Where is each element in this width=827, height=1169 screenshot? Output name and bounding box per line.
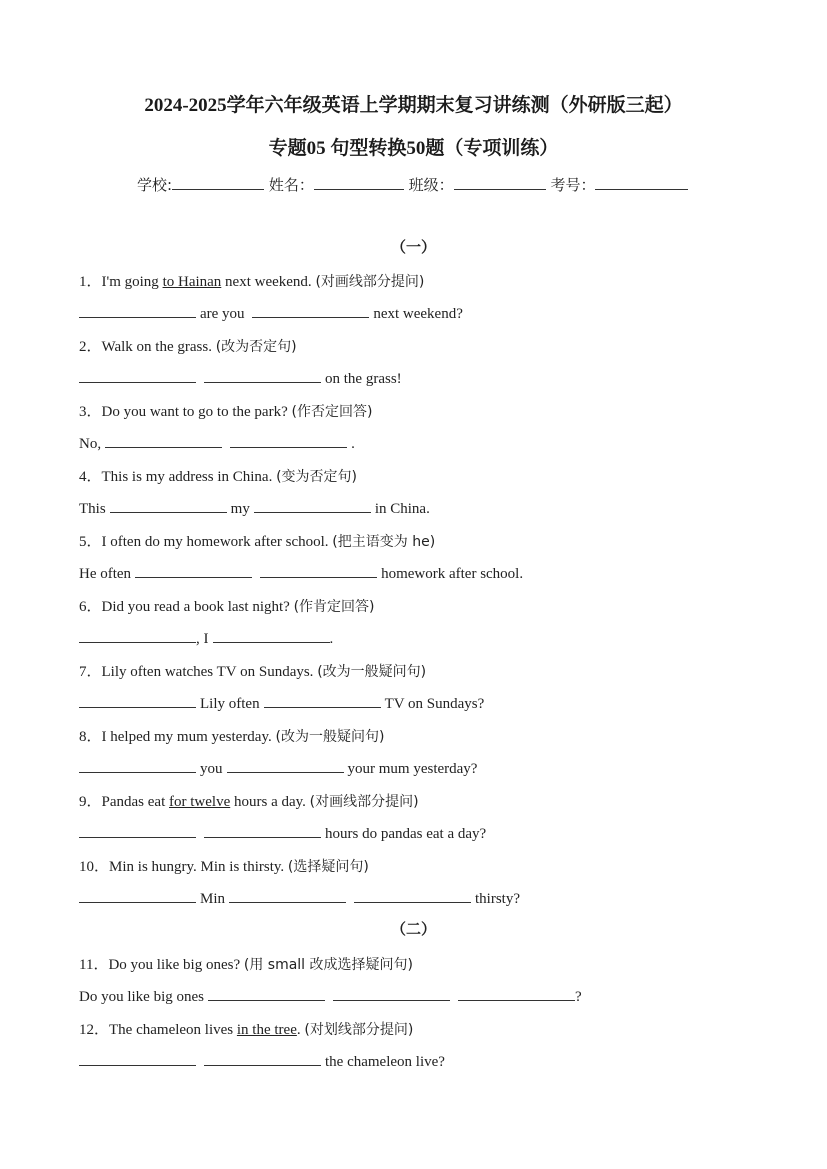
answer-blank[interactable] — [208, 986, 325, 1001]
section-heading-2: （二） — [390, 920, 436, 938]
answer-blank[interactable] — [227, 758, 344, 773]
underlined-phrase: for twelve — [169, 794, 231, 810]
answer-blank[interactable] — [264, 693, 381, 708]
answer-blank[interactable] — [458, 986, 575, 1001]
answer-12: the chameleon live? — [79, 1051, 445, 1071]
answer-blank[interactable] — [79, 368, 196, 383]
question-2: 2．Walk on the grass. (改为否定句) — [79, 339, 297, 355]
answer-blank[interactable] — [79, 303, 196, 318]
class-field[interactable] — [454, 175, 546, 190]
answer-1: are you next weekend? — [79, 303, 463, 323]
answer-blank[interactable] — [254, 498, 371, 513]
question-11: 11．Do you like big ones? (用 small 改成选择疑问句) — [79, 957, 413, 973]
answer-blank[interactable] — [204, 1051, 321, 1066]
underlined-phrase: to Hainan — [162, 274, 222, 290]
answer-blank[interactable] — [79, 823, 196, 838]
answer-blank[interactable] — [354, 888, 471, 903]
answer-blank[interactable] — [229, 888, 346, 903]
answer-blank[interactable] — [79, 758, 196, 773]
student-info-row — [137, 174, 688, 195]
name-label: 姓名： — [268, 176, 314, 194]
answer-blank[interactable] — [79, 628, 196, 643]
answer-blank[interactable] — [79, 888, 196, 903]
id-label: 考号： — [550, 176, 596, 194]
question-1: 1．I'm going to Hainan next weekend. (对画线部分提问) — [79, 274, 425, 290]
answer-4: This my in China. — [79, 498, 430, 518]
school-label: 学校: — [137, 176, 173, 194]
question-7: 7．Lily often watches TV on Sundays. (改为一般疑问句) — [79, 664, 427, 680]
question-6: 6．Did you read a book last night? (作肯定回答) — [79, 599, 375, 615]
question-9: 9．Pandas eat for twelve hours a day. (对画线部分提问) — [79, 794, 419, 810]
id-field[interactable] — [595, 175, 688, 190]
answer-blank[interactable] — [204, 368, 321, 383]
answer-blank[interactable] — [79, 693, 196, 708]
question-3: 3．Do you want to go to the park? (作否定回答) — [79, 404, 373, 420]
school-field[interactable] — [172, 175, 264, 190]
answer-blank[interactable] — [213, 628, 330, 643]
page-subtitle: 专题05 句型转换50题（专项训练） — [268, 138, 559, 159]
question-4: 4．This is my address in China. (变为否定句) — [79, 469, 358, 485]
question-5: 5．I often do my homework after school. (把主语变为 he) — [79, 534, 436, 550]
answer-10: Min thirsty? — [79, 888, 520, 908]
answer-11: Do you like big ones ? — [79, 986, 582, 1006]
answer-8: you your mum yesterday? — [79, 758, 477, 778]
answer-blank[interactable] — [333, 986, 450, 1001]
answer-blank[interactable] — [260, 563, 377, 578]
answer-3: No, . — [79, 433, 355, 453]
name-field[interactable] — [314, 175, 404, 190]
question-8: 8．I helped my mum yesterday. (改为一般疑问句) — [79, 729, 385, 745]
question-12: 12．The chameleon lives in the tree. (对划线部分提问) — [79, 1022, 414, 1038]
underlined-phrase: in the tree — [236, 1022, 297, 1038]
answer-blank[interactable] — [110, 498, 227, 513]
answer-blank[interactable] — [252, 303, 369, 318]
answer-blank[interactable] — [230, 433, 347, 448]
class-label: 班级： — [408, 176, 454, 194]
answer-6: , I . — [79, 628, 333, 648]
page-title: 2024-2025学年六年级英语上学期期末复习讲练测（外研版三起） — [144, 95, 683, 116]
answer-blank[interactable] — [105, 433, 222, 448]
answer-5: He often homework after school. — [79, 563, 523, 583]
answer-9: hours do pandas eat a day? — [79, 823, 486, 843]
answer-blank[interactable] — [135, 563, 252, 578]
answer-7: Lily often TV on Sundays? — [79, 693, 484, 713]
answer-blank[interactable] — [79, 1051, 196, 1066]
answer-2: on the grass! — [79, 368, 402, 388]
section-heading-1: （一） — [390, 238, 436, 256]
question-10: 10．Min is hungry. Min is thirsty. (选择疑问句) — [79, 859, 369, 875]
answer-blank[interactable] — [204, 823, 321, 838]
